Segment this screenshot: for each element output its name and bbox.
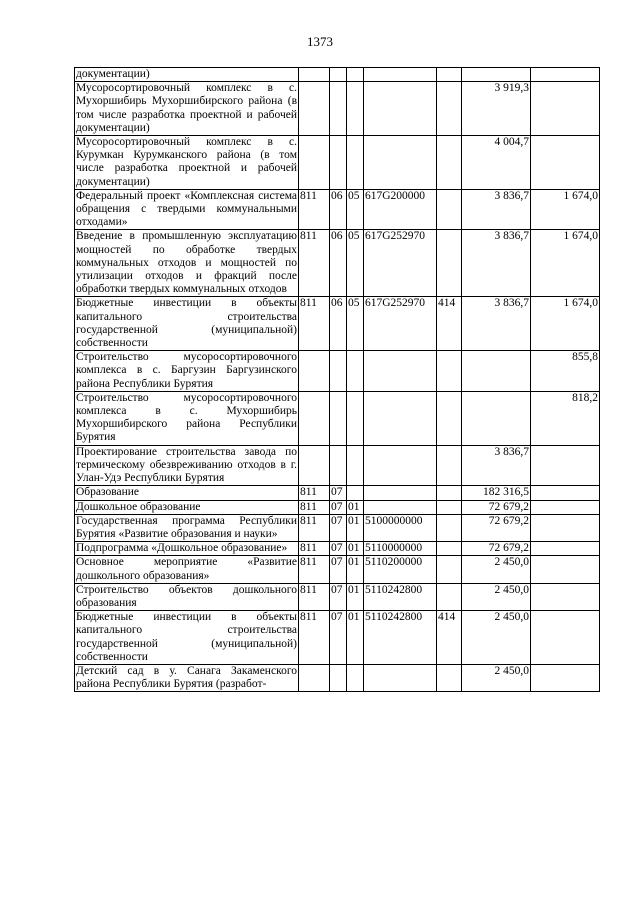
expense-type-code bbox=[437, 664, 462, 691]
table-row bbox=[75, 486, 600, 500]
section-code: 07 bbox=[330, 556, 347, 583]
table-row bbox=[75, 514, 600, 541]
section-code: 07 bbox=[330, 486, 347, 500]
subsection-code bbox=[347, 82, 364, 136]
expense-type-code bbox=[437, 68, 462, 82]
amount-year2 bbox=[531, 583, 600, 610]
amount-year1: 3 836,7 bbox=[462, 445, 531, 486]
table-row bbox=[75, 68, 600, 82]
amount-year1: 72 679,2 bbox=[462, 542, 531, 556]
section-code: 07 bbox=[330, 611, 347, 665]
admin-code bbox=[299, 136, 330, 190]
section-code bbox=[330, 68, 347, 82]
admin-code: 811 bbox=[299, 230, 330, 297]
target-article-code: 5110200000 bbox=[364, 556, 437, 583]
subsection-code bbox=[347, 445, 364, 486]
amount-year2: 1 674,0 bbox=[531, 189, 600, 230]
table-row bbox=[75, 297, 600, 351]
section-code: 06 bbox=[330, 230, 347, 297]
target-article-code bbox=[364, 136, 437, 190]
section-code bbox=[330, 445, 347, 486]
expense-type-code bbox=[437, 583, 462, 610]
row-name: Проектирование строительства завода по термическому обезвреживанию отходов в г. Улан-Удэ Республики Бурятия bbox=[76, 445, 297, 485]
table-row bbox=[75, 556, 600, 583]
subsection-code bbox=[347, 664, 364, 691]
target-article-code bbox=[364, 82, 437, 136]
row-name: Подпрограмма «Дошкольное образование» bbox=[75, 542, 299, 556]
amount-year1 bbox=[462, 351, 531, 392]
subsection-code: 05 bbox=[347, 297, 364, 351]
table-row bbox=[75, 136, 600, 190]
target-article-code: 5100000000 bbox=[364, 514, 437, 541]
section-code bbox=[330, 82, 347, 136]
amount-year2 bbox=[531, 445, 600, 486]
amount-year1 bbox=[462, 391, 531, 445]
admin-code bbox=[299, 68, 330, 82]
target-article-code: 617G252970 bbox=[364, 297, 437, 351]
subsection-code: 05 bbox=[347, 189, 364, 230]
row-name: Мусоросортировочный комплекс в с. Курумкан Курумканского района (в том числе разработка проектной и рабочей документации) bbox=[76, 136, 297, 188]
section-code: 06 bbox=[330, 189, 347, 230]
admin-code: 811 bbox=[299, 189, 330, 230]
amount-year2 bbox=[531, 611, 600, 665]
target-article-code bbox=[364, 664, 437, 691]
expense-type-code bbox=[437, 556, 462, 583]
row-name: Дошкольное образование bbox=[75, 500, 299, 514]
amount-year2 bbox=[531, 542, 600, 556]
target-article-code: 617G200000 bbox=[364, 189, 437, 230]
table-row bbox=[75, 230, 600, 297]
table-row bbox=[75, 500, 600, 514]
subsection-code: 05 bbox=[347, 230, 364, 297]
amount-year2 bbox=[531, 486, 600, 500]
amount-year2 bbox=[531, 500, 600, 514]
admin-code: 811 bbox=[299, 297, 330, 351]
admin-code: 811 bbox=[299, 486, 330, 500]
subsection-code: 01 bbox=[347, 611, 364, 665]
admin-code bbox=[299, 351, 330, 392]
admin-code: 811 bbox=[299, 556, 330, 583]
row-name: Государственная программа Республики Бурятия «Развитие образования и науки» bbox=[76, 514, 297, 540]
expense-type-code bbox=[437, 230, 462, 297]
row-name: Федеральный проект «Комплексная система обращения с твердыми коммунальными отходами» bbox=[76, 189, 297, 229]
expense-type-code bbox=[437, 351, 462, 392]
expense-type-code bbox=[437, 542, 462, 556]
target-article-code bbox=[364, 68, 437, 82]
expense-type-code: 414 bbox=[437, 611, 462, 665]
subsection-code: 01 bbox=[347, 542, 364, 556]
row-name: Введение в промышленную эксплуатацию мощностей по обработке твердых коммунальных отходов и мощностей по утилизации отходов и фракций после обработки твердых коммунальных отходов bbox=[76, 230, 297, 296]
subsection-code bbox=[347, 136, 364, 190]
subsection-code bbox=[347, 486, 364, 500]
amount-year1: 3 836,7 bbox=[462, 297, 531, 351]
expense-type-code bbox=[437, 486, 462, 500]
row-name: Строительство объектов дошкольного образования bbox=[76, 583, 297, 609]
table-row bbox=[75, 542, 600, 556]
section-code: 07 bbox=[330, 583, 347, 610]
amount-year1: 3 836,7 bbox=[462, 230, 531, 297]
row-name: Строительство мусоросортировочного комплекса в с. Мухоршибирь Мухоршибирского района Республики Бурятия bbox=[76, 391, 297, 444]
row-name: Бюджетные инвестиции в объекты капитального строительства государственной (муниципальной) собственности bbox=[76, 611, 297, 663]
amount-year2 bbox=[531, 556, 600, 583]
section-code: 07 bbox=[330, 500, 347, 514]
expense-type-code bbox=[437, 82, 462, 136]
table-row bbox=[75, 611, 600, 665]
admin-code: 811 bbox=[299, 500, 330, 514]
table-row bbox=[75, 189, 600, 230]
amount-year2 bbox=[531, 514, 600, 541]
amount-year1: 182 316,5 bbox=[462, 486, 531, 500]
row-name: Образование bbox=[75, 486, 299, 500]
admin-code bbox=[299, 82, 330, 136]
amount-year1: 72 679,2 bbox=[462, 500, 531, 514]
amount-year1 bbox=[462, 68, 531, 82]
table-row bbox=[75, 664, 600, 691]
amount-year1: 3 919,3 bbox=[462, 82, 531, 136]
subsection-code bbox=[347, 391, 364, 445]
subsection-code: 01 bbox=[347, 514, 364, 541]
table-row bbox=[75, 82, 600, 136]
section-code: 07 bbox=[330, 542, 347, 556]
section-code: 07 bbox=[330, 514, 347, 541]
target-article-code: 5110242800 bbox=[364, 611, 437, 665]
amount-year2: 1 674,0 bbox=[531, 297, 600, 351]
row-name: Бюджетные инвестиции в объекты капитального строительства государственной (муниципальной) собственности bbox=[76, 297, 297, 350]
admin-code: 811 bbox=[299, 583, 330, 610]
table-row bbox=[75, 351, 600, 392]
row-name: Мусоросортировочный комплекс в с. Мухоршибирь Мухоршибирского района (в том числе разработка проектной и рабочей документации) bbox=[76, 82, 297, 134]
target-article-code bbox=[364, 351, 437, 392]
row-name: Детский сад в у. Санага Закаменского района Республики Бурятия (разработ- bbox=[76, 664, 297, 691]
target-article-code: 617G252970 bbox=[364, 230, 437, 297]
row-name: Строительство мусоросортировочного комплекса в с. Баргузин Баргузинского района Республики Бурятия bbox=[76, 351, 297, 390]
expense-type-code: 414 bbox=[437, 297, 462, 351]
target-article-code: 5110000000 bbox=[364, 542, 437, 556]
expense-type-code bbox=[437, 391, 462, 445]
table-row bbox=[75, 583, 600, 610]
expense-type-code bbox=[437, 514, 462, 541]
target-article-code bbox=[364, 500, 437, 514]
row-name: Основное мероприятие «Развитие дошкольного образования» bbox=[76, 556, 297, 582]
subsection-code: 01 bbox=[347, 556, 364, 583]
target-article-code: 5110242800 bbox=[364, 583, 437, 610]
expense-type-code bbox=[437, 189, 462, 230]
target-article-code bbox=[364, 391, 437, 445]
amount-year2 bbox=[531, 136, 600, 190]
amount-year1: 2 450,0 bbox=[462, 583, 531, 610]
subsection-code: 01 bbox=[347, 583, 364, 610]
amount-year1: 3 836,7 bbox=[462, 189, 531, 230]
admin-code bbox=[299, 445, 330, 486]
budget-table bbox=[74, 67, 600, 692]
section-code bbox=[330, 351, 347, 392]
amount-year1: 2 450,0 bbox=[462, 556, 531, 583]
admin-code: 811 bbox=[299, 514, 330, 541]
target-article-code bbox=[364, 445, 437, 486]
subsection-code bbox=[347, 351, 364, 392]
section-code bbox=[330, 391, 347, 445]
section-code bbox=[330, 136, 347, 190]
amount-year2 bbox=[531, 664, 600, 691]
table-row bbox=[75, 445, 600, 486]
amount-year2: 818,2 bbox=[531, 391, 600, 445]
subsection-code: 01 bbox=[347, 500, 364, 514]
target-article-code bbox=[364, 486, 437, 500]
amount-year2 bbox=[531, 82, 600, 136]
table-row bbox=[75, 391, 600, 445]
row-name: документации) bbox=[75, 68, 299, 82]
amount-year2 bbox=[531, 68, 600, 82]
amount-year1: 4 004,7 bbox=[462, 136, 531, 190]
admin-code bbox=[299, 391, 330, 445]
admin-code: 811 bbox=[299, 542, 330, 556]
amount-year1: 72 679,2 bbox=[462, 514, 531, 541]
section-code: 06 bbox=[330, 297, 347, 351]
page-number: 1373 bbox=[307, 34, 333, 49]
amount-year2: 855,8 bbox=[531, 351, 600, 392]
section-code bbox=[330, 664, 347, 691]
expense-type-code bbox=[437, 445, 462, 486]
expense-type-code bbox=[437, 136, 462, 190]
expense-type-code bbox=[437, 500, 462, 514]
admin-code: 811 bbox=[299, 611, 330, 665]
admin-code bbox=[299, 664, 330, 691]
subsection-code bbox=[347, 68, 364, 82]
amount-year1: 2 450,0 bbox=[462, 611, 531, 665]
amount-year1: 2 450,0 bbox=[462, 664, 531, 691]
amount-year2: 1 674,0 bbox=[531, 230, 600, 297]
